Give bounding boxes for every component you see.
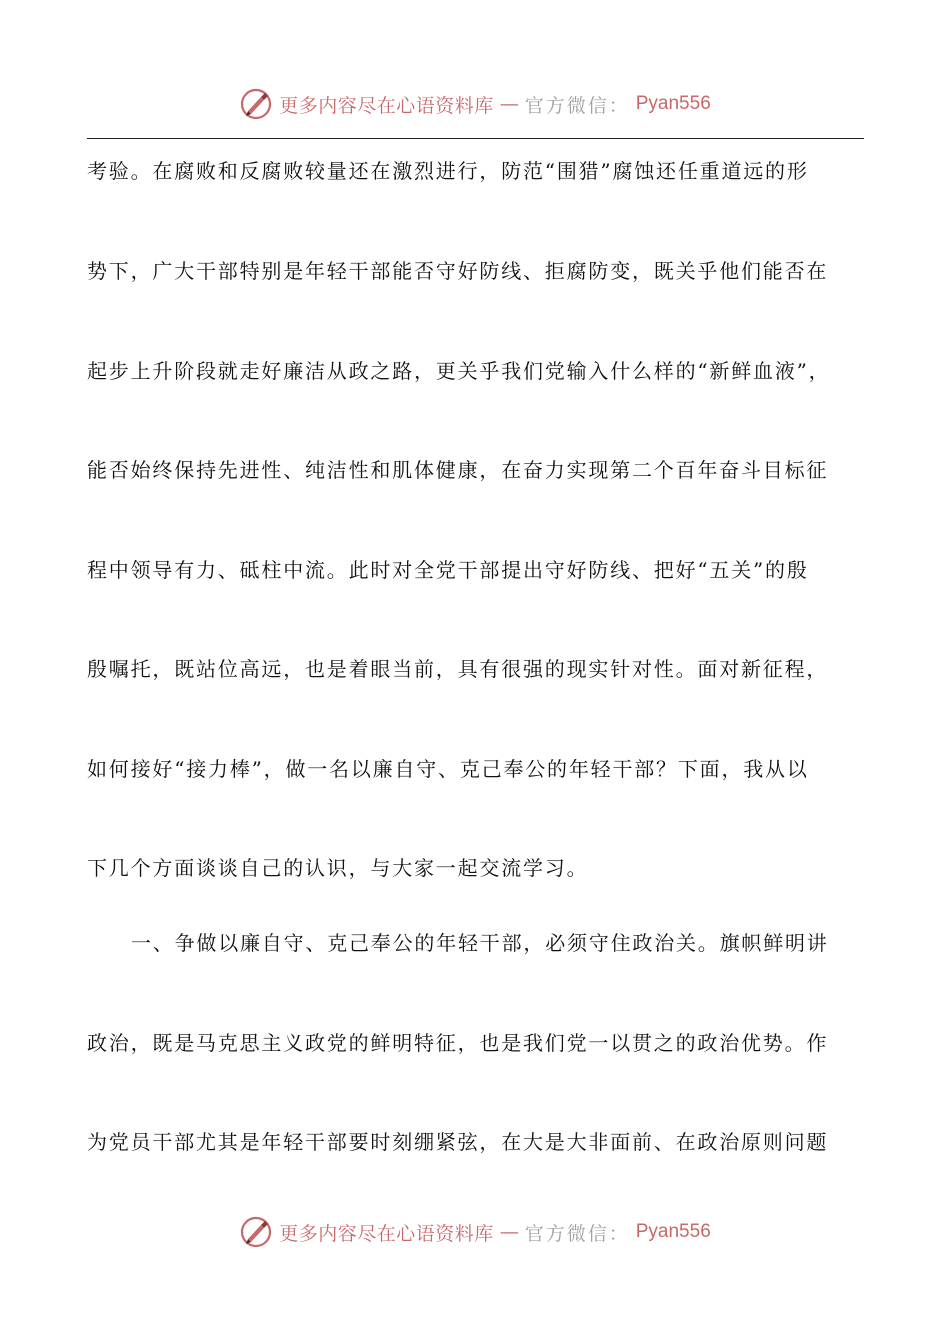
body-line-2: 势下，广大干部特别是年轻干部能否守好防线、拒腐防变，既关乎他们能否在 bbox=[87, 259, 829, 283]
header-dash: — bbox=[499, 93, 519, 115]
header-wechat-id: Pyan556 bbox=[635, 93, 711, 114]
footer-brand-text: 更多内容尽在心语资料库 bbox=[279, 1222, 494, 1245]
body-line-10: 政治，既是马克思主义政党的鲜明特征，也是我们党一以贯之的政治优势。作 bbox=[87, 1031, 829, 1055]
body-line-3: 起步上升阶段就走好廉洁从政之路，更关乎我们党输入什么样的“新鲜血液”， bbox=[87, 359, 831, 383]
header-wechat-label: 官方微信： bbox=[524, 94, 630, 117]
page-footer bbox=[0, 1212, 950, 1252]
footer-brand bbox=[239, 1215, 711, 1249]
body-line-7: 如何接好“接力棒”，做一名以廉自守、克己奉公的年轻干部？下面，我从以 bbox=[87, 757, 809, 781]
section-heading-line: 一、争做以廉自守、克己奉公的年轻干部，必须守住政治关。旗帜鲜明讲 bbox=[131, 931, 829, 955]
header-brand bbox=[239, 87, 711, 121]
body-line-5: 程中领导有力、砥柱中流。此时对全党干部提出守好防线、把好“五关”的殷 bbox=[87, 558, 809, 582]
header-divider bbox=[87, 138, 864, 139]
page-header bbox=[0, 84, 950, 124]
body-line-8: 下几个方面谈谈自己的认识，与大家一起交流学习。 bbox=[87, 856, 589, 880]
footer-wechat-label: 官方微信： bbox=[524, 1222, 630, 1245]
body-line-4: 能否始终保持先进性、纯洁性和肌体健康，在奋力实现第二个百年奋斗目标征 bbox=[87, 458, 829, 482]
body-line-11: 为党员干部尤其是年轻干部要时刻绷紧弦，在大是大非面前、在政治原则问题 bbox=[87, 1130, 829, 1154]
header-brand-text: 更多内容尽在心语资料库 bbox=[279, 94, 494, 117]
body-line-1: 考验。在腐败和反腐败较量还在激烈进行，防范“围猎”腐蚀还任重道远的形 bbox=[87, 159, 809, 183]
footer-wechat-id: Pyan556 bbox=[635, 1221, 711, 1242]
body-line-6: 殷嘱托，既站位高远，也是着眼当前，具有很强的现实针对性。面对新征程， bbox=[87, 657, 829, 681]
footer-dash: — bbox=[499, 1221, 519, 1243]
pen-logo-icon bbox=[239, 1215, 273, 1249]
pen-logo-icon bbox=[239, 87, 273, 121]
